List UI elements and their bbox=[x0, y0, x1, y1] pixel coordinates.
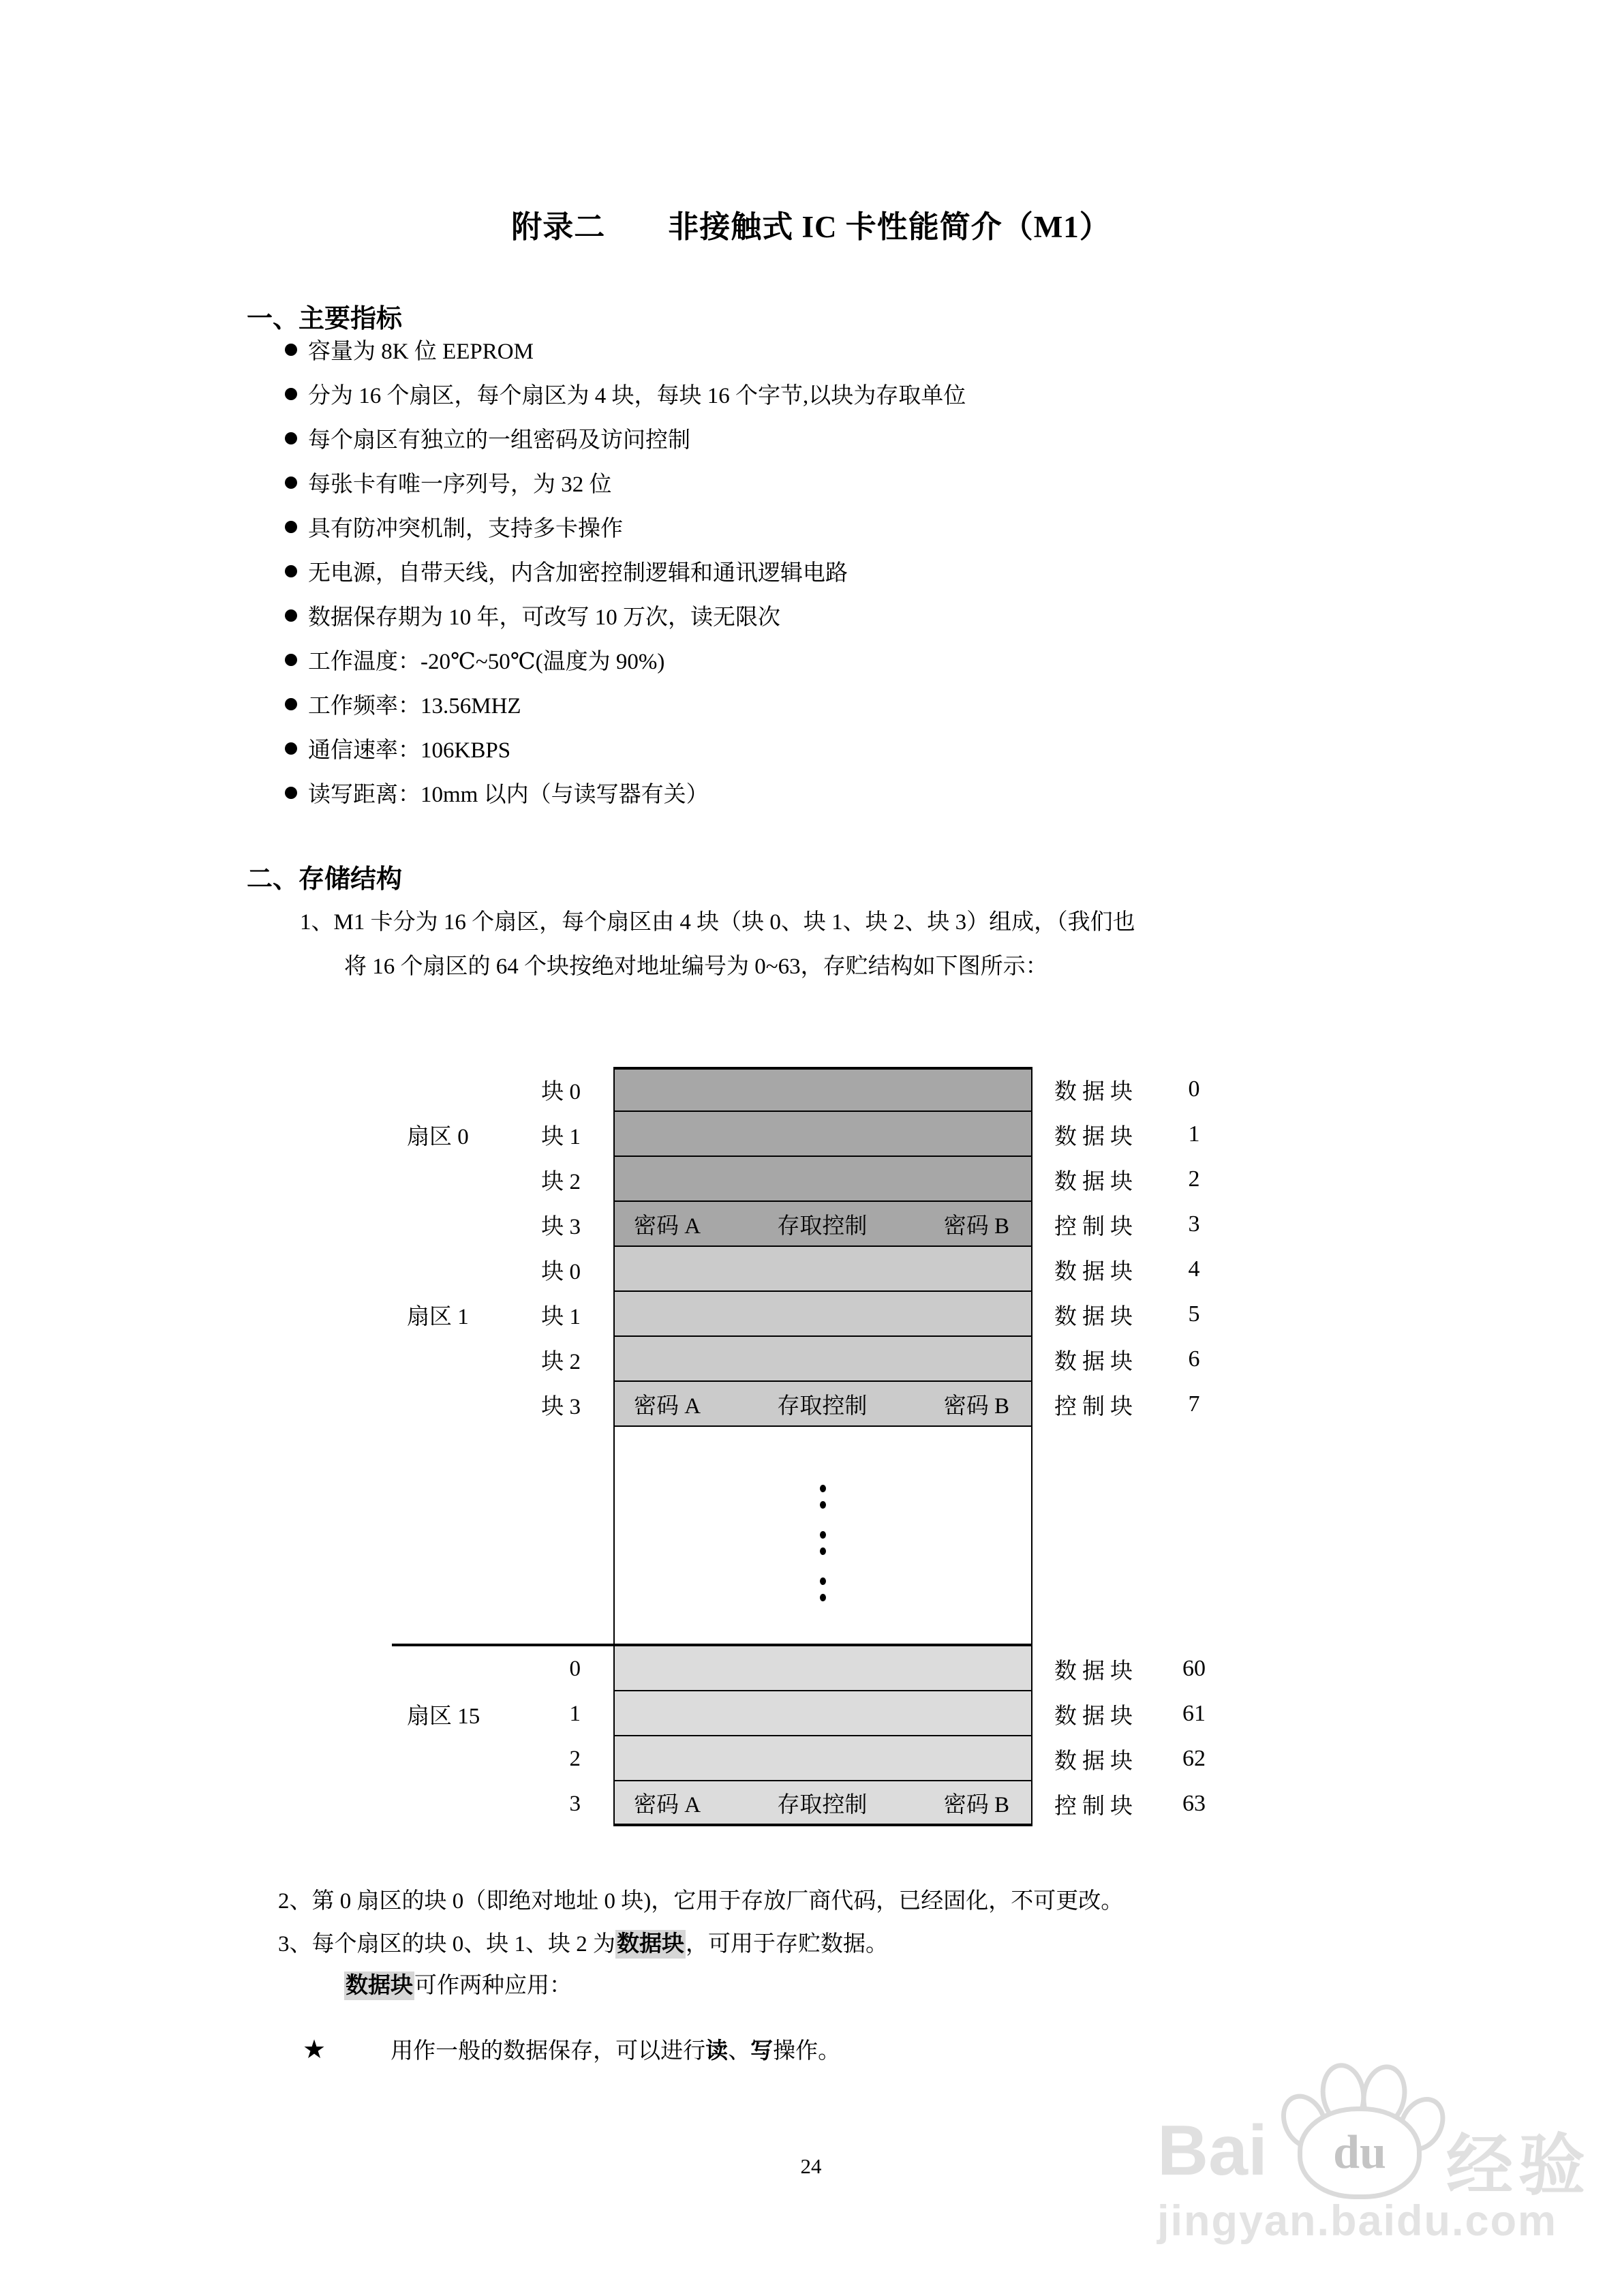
table-row bbox=[392, 1781, 1251, 1826]
bullet-dot-icon bbox=[285, 388, 297, 400]
control-block-cell bbox=[613, 1781, 1032, 1826]
list-item bbox=[285, 504, 966, 549]
table-row bbox=[392, 1646, 1251, 1691]
sector-label bbox=[392, 1382, 508, 1427]
gap-cell bbox=[613, 1427, 1032, 1646]
list-item bbox=[285, 770, 966, 815]
memory-structure-diagram bbox=[392, 1067, 1251, 1826]
block-number: 0 bbox=[1188, 1076, 1200, 1102]
bullet-dot-icon bbox=[285, 654, 297, 666]
bullet-dot-icon bbox=[285, 609, 297, 622]
list-item bbox=[285, 593, 966, 637]
block-number: 7 bbox=[1188, 1391, 1200, 1417]
bullet-dot-icon bbox=[285, 698, 297, 710]
block-type-label: 数据块 bbox=[1054, 1259, 1138, 1284]
numbered-item-1-line1: 1、M1 卡分为 16 个扇区，每个扇区由 4 块（块 0、块 1、块 2、块 3）组成，（我们也 bbox=[300, 910, 1135, 935]
access-control-label: 存取控制 bbox=[777, 1792, 868, 1817]
star-text-write: 写 bbox=[750, 2039, 774, 2064]
star-text-suffix: 操作。 bbox=[773, 2039, 841, 2064]
vertical-ellipsis-dots bbox=[820, 1427, 826, 1646]
block-type-label: 数据块 bbox=[1054, 1079, 1138, 1104]
section2-heading: 二、存储结构 bbox=[247, 865, 403, 894]
numbered-item-1-line2: 将 16 个扇区的 64 个块按绝对地址编号为 0~63，存贮结构如下图所示： bbox=[344, 954, 1048, 979]
control-block-cell bbox=[613, 1382, 1032, 1427]
block-type-label: 控制块 bbox=[1054, 1214, 1138, 1239]
list-item-text: 容量为 8K 位 EEPROM bbox=[308, 339, 534, 364]
baidu-paw-icon bbox=[1283, 2063, 1443, 2194]
list-item-text: 工作温度：-20℃~50℃(温度为 90%) bbox=[308, 650, 665, 674]
data-cell bbox=[613, 1646, 1032, 1691]
block-type-label: 数据块 bbox=[1054, 1659, 1138, 1684]
block-type-label: 数据块 bbox=[1054, 1704, 1138, 1729]
password-a-label: 密码 A bbox=[634, 1792, 701, 1817]
control-block-cell bbox=[613, 1202, 1032, 1247]
bullet-dot-icon bbox=[285, 787, 297, 799]
table-row bbox=[392, 1382, 1251, 1427]
note-suffix: 可作两种应用： bbox=[414, 1974, 572, 1998]
bullet-dot-icon bbox=[285, 565, 297, 577]
data-cell bbox=[613, 1157, 1032, 1202]
block-type-label: 数据块 bbox=[1054, 1124, 1138, 1149]
block-number: 4 bbox=[1188, 1256, 1200, 1282]
block-label: 块 1 bbox=[541, 1304, 581, 1329]
item3-suffix: ，可用于存贮数据。 bbox=[686, 1932, 888, 1957]
list-item bbox=[285, 460, 966, 504]
numbered-item-2: 2、第 0 扇区的块 0（即绝对地址 0 块)，它用于存放厂商代码，已经固化，不可更改。 bbox=[278, 1889, 1124, 1914]
data-cell bbox=[613, 1337, 1032, 1382]
password-a-label: 密码 A bbox=[634, 1393, 701, 1419]
star-text-read: 读 bbox=[705, 2039, 729, 2064]
block-label: 块 0 bbox=[541, 1079, 581, 1104]
table-row bbox=[392, 1736, 1251, 1781]
data-cell bbox=[613, 1247, 1032, 1292]
data-cell bbox=[613, 1292, 1032, 1337]
block-type-label: 数据块 bbox=[1054, 1169, 1138, 1194]
data-cell bbox=[613, 1736, 1032, 1781]
block-label: 3 bbox=[569, 1791, 581, 1816]
sector-label bbox=[392, 1427, 508, 1646]
sector-label bbox=[392, 1067, 508, 1112]
block-label: 1 bbox=[569, 1701, 581, 1726]
block-number: 3 bbox=[1188, 1211, 1200, 1237]
item3-highlight: 数据块 bbox=[615, 1930, 686, 1959]
password-b-label: 密码 B bbox=[943, 1213, 1009, 1239]
sector-label bbox=[392, 1646, 508, 1691]
watermark-bai-text: Bai bbox=[1157, 2111, 1268, 2190]
block-number: 2 bbox=[1188, 1166, 1200, 1192]
numbered-item-3 bbox=[278, 1926, 888, 1958]
block-number: 6 bbox=[1188, 1346, 1200, 1372]
star-text-prefix: 用作一般的数据保存，可以进行 bbox=[391, 2039, 706, 2064]
list-item-text: 数据保存期为 10 年，可改写 10 万次，读无限次 bbox=[308, 605, 780, 630]
access-control-label: 存取控制 bbox=[777, 1213, 868, 1239]
datablock-note bbox=[344, 1967, 572, 1999]
data-cell bbox=[613, 1112, 1032, 1157]
block-label: 块 2 bbox=[541, 1169, 581, 1194]
sector-label bbox=[392, 1781, 508, 1826]
access-control-label: 存取控制 bbox=[777, 1393, 868, 1419]
block-label: 块 1 bbox=[541, 1124, 581, 1149]
section1-heading: 一、主要指标 bbox=[247, 305, 403, 333]
block-label: 块 3 bbox=[541, 1394, 581, 1419]
password-b-label: 密码 B bbox=[943, 1393, 1009, 1419]
data-cell bbox=[613, 1691, 1032, 1736]
page-title: 附录二 非接触式 IC 卡性能简介（M1） bbox=[511, 210, 1111, 244]
block-number: 60 bbox=[1182, 1656, 1206, 1681]
spec-bullet-list bbox=[285, 327, 966, 815]
table-row bbox=[392, 1292, 1251, 1337]
list-item-text: 分为 16 个扇区，每个扇区为 4 块，每块 16 个字节,以块为存取单位 bbox=[308, 384, 966, 408]
watermark-du-text: du bbox=[1333, 2126, 1386, 2179]
watermark-jingyan-text: 经验 bbox=[1446, 2128, 1591, 2203]
sector-label bbox=[392, 1247, 508, 1292]
note-highlight: 数据块 bbox=[344, 1972, 414, 2000]
table-row bbox=[392, 1247, 1251, 1292]
table-row bbox=[392, 1157, 1251, 1202]
list-item bbox=[285, 726, 966, 770]
sector-label: 扇区 1 bbox=[407, 1304, 469, 1329]
list-item bbox=[285, 372, 966, 416]
star-icon: ★ bbox=[303, 2036, 326, 2064]
block-label: 2 bbox=[569, 1746, 581, 1771]
block-type-label bbox=[1054, 1427, 1157, 1646]
sector15-top-divider bbox=[392, 1644, 1032, 1646]
block-type-label: 控制块 bbox=[1054, 1794, 1138, 1819]
sector-label bbox=[392, 1337, 508, 1382]
table-row bbox=[392, 1337, 1251, 1382]
sector-label: 扇区 0 bbox=[407, 1124, 469, 1149]
sector-label bbox=[392, 1736, 508, 1781]
watermark-url: jingyan.baidu.com bbox=[1157, 2197, 1558, 2245]
list-item-text: 读写距离：10mm 以内（与读写器有关） bbox=[308, 783, 709, 807]
list-item bbox=[285, 637, 966, 682]
bullet-dot-icon bbox=[285, 742, 297, 755]
list-item bbox=[285, 682, 966, 726]
block-type-label: 数据块 bbox=[1054, 1349, 1138, 1374]
page-number: 24 bbox=[800, 2154, 822, 2178]
star-text-mid: 、 bbox=[728, 2039, 751, 2064]
block-number: 63 bbox=[1182, 1791, 1206, 1816]
block-number bbox=[1157, 1427, 1231, 1646]
list-item bbox=[285, 549, 966, 593]
table-row bbox=[392, 1691, 1251, 1736]
bullet-dot-icon bbox=[285, 477, 297, 489]
table-row bbox=[392, 1112, 1251, 1157]
bullet-dot-icon bbox=[285, 344, 297, 356]
password-a-label: 密码 A bbox=[634, 1213, 701, 1239]
block-number: 62 bbox=[1182, 1746, 1206, 1771]
data-cell bbox=[613, 1067, 1032, 1112]
block-label: 块 2 bbox=[541, 1349, 581, 1374]
table-row bbox=[392, 1067, 1251, 1112]
list-item bbox=[285, 416, 966, 460]
block-type-label: 数据块 bbox=[1054, 1749, 1138, 1774]
block-label: 块 0 bbox=[541, 1259, 581, 1284]
list-item-text: 每张卡有唯一序列号，为 32 位 bbox=[308, 472, 612, 497]
list-item-text: 无电源，自带天线，内含加密控制逻辑和通讯逻辑电路 bbox=[308, 561, 848, 586]
block-label: 块 3 bbox=[541, 1214, 581, 1239]
sector-label bbox=[392, 1202, 508, 1247]
sector-label: 扇区 15 bbox=[407, 1704, 480, 1729]
list-item-text: 通信速率：106KBPS bbox=[308, 738, 511, 763]
block-number: 5 bbox=[1188, 1301, 1200, 1327]
list-item-text: 每个扇区有独立的一组密码及访问控制 bbox=[308, 428, 690, 453]
bullet-dot-icon bbox=[285, 432, 297, 444]
block-type-label: 数据块 bbox=[1054, 1304, 1138, 1329]
bullet-dot-icon bbox=[285, 521, 297, 533]
item3-prefix: 3、每个扇区的块 0、块 1、块 2 为 bbox=[278, 1932, 615, 1957]
block-label: 0 bbox=[569, 1656, 581, 1681]
star-item bbox=[303, 2033, 840, 2065]
block-number: 1 bbox=[1188, 1121, 1200, 1147]
password-b-label: 密码 B bbox=[943, 1792, 1009, 1817]
list-item-text: 具有防冲突机制，支持多卡操作 bbox=[308, 517, 623, 541]
block-label bbox=[508, 1427, 613, 1646]
list-item-text: 工作频率：13.56MHZ bbox=[308, 694, 521, 719]
block-type-label: 控制块 bbox=[1054, 1394, 1138, 1419]
table-row bbox=[392, 1202, 1251, 1247]
block-number: 61 bbox=[1182, 1701, 1206, 1726]
sector-label bbox=[392, 1157, 508, 1202]
table-gap-row bbox=[392, 1427, 1251, 1646]
list-item bbox=[285, 327, 966, 372]
